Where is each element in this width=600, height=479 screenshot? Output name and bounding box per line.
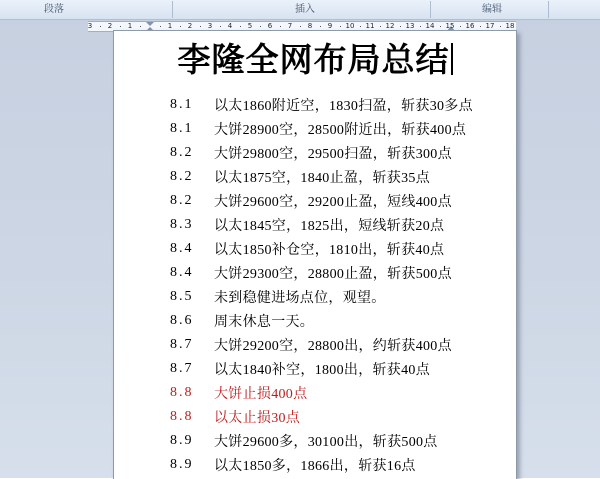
ruler-tick [340,26,341,27]
ruler-number: 3 [87,22,93,30]
ruler-tick [480,26,481,27]
ruler-number: 17 [485,22,495,30]
ribbon-group-paragraph[interactable]: 段落 [44,4,64,15]
entry-text: 大饼29200空，28800出，约斩获400点 [214,339,452,354]
entry-row[interactable] [114,93,516,117]
ruler-number: 6 [267,22,273,30]
entry-text: 周末休息一天。 [214,315,315,330]
ruler-tick [440,26,441,27]
entry-date: 8.7 [170,361,194,376]
entry-date: 8.1 [170,97,194,112]
toolbar-separator [548,1,549,18]
ruler-tick [200,26,201,27]
ruler-number: 16 [465,22,475,30]
ruler-number: 7 [287,22,293,30]
ruler-tick [280,26,281,27]
ruler-number: 3 [207,22,213,30]
entry-text: 以太1840补空，1800出，斩获40点 [214,363,430,378]
document-title-text: 李隆全网布局总结 [177,43,450,79]
ruler-tick [240,26,241,27]
entry-text: 大饼29600空，29200止盈，短线400点 [214,195,452,210]
entry-row[interactable] [114,381,516,405]
entry-date: 8.9 [170,433,194,448]
entry-date: 8.4 [170,265,194,280]
ruler-tick [420,26,421,27]
entry-date: 8.9 [170,457,194,472]
entry-text: 大饼29800空，29500扫盈，斩获300点 [214,147,452,162]
entries [114,93,516,477]
toolbar-separator [430,1,431,18]
entry-text: 以太1875空，1840止盈，斩获35点 [214,171,430,186]
document-title[interactable] [114,41,516,81]
entry-date: 8.1 [170,121,194,136]
entry-date: 8.8 [170,409,194,424]
entry-row[interactable] [114,141,516,165]
entry-row[interactable] [114,309,516,333]
ruler-number: 2 [187,22,193,30]
entry-row[interactable] [114,117,516,141]
entry-text: 以太1850补仓空，1810出，斩获40点 [214,243,445,258]
ruler-tick [300,26,301,27]
ruler-number: 13 [405,22,415,30]
entry-row[interactable] [114,429,516,453]
entry-text: 以太1850多，1866出，斩获16点 [214,459,416,474]
entry-row[interactable] [114,453,516,477]
ruler-number: 12 [385,22,395,30]
ruler-number: 5 [247,22,253,30]
ruler-number: 18 [505,22,515,30]
entry-text: 以太1845空，1825出，短线斩获20点 [214,219,445,234]
entry-text: 大饼28900空，28500附近出，斩获400点 [214,123,467,138]
entry-date: 8.6 [170,313,194,328]
ruler-tick [100,26,101,27]
entry-text: 大饼29600多，30100出，斩获500点 [214,435,438,450]
ruler-number: 1 [167,22,173,30]
entry-row[interactable] [114,165,516,189]
ruler-tick [220,26,221,27]
entry-date: 8.5 [170,289,194,304]
ruler-number: 1 [127,22,133,30]
entry-date: 8.4 [170,241,194,256]
entry-row[interactable] [114,333,516,357]
ruler-tick [260,26,261,27]
entry-row[interactable] [114,261,516,285]
ruler-number: 9 [327,22,333,30]
ruler-tick [320,26,321,27]
entry-row[interactable] [114,213,516,237]
entry-date: 8.8 [170,385,194,400]
ruler-tick [120,26,121,27]
ruler-number: 10 [345,22,355,30]
entry-date: 8.2 [170,193,194,208]
entry-text: 大饼29300空，28800止盈，斩获500点 [214,267,452,282]
entry-date: 8.2 [170,145,194,160]
ruler-number: 4 [227,22,233,30]
ruler-tick [160,26,161,27]
ribbon-group-edit[interactable]: 编辑 [482,4,502,15]
document-page[interactable] [113,30,517,479]
ruler-number: 14 [425,22,435,30]
entry-row[interactable] [114,189,516,213]
ruler-tick [140,26,141,27]
ruler-tick [180,26,181,27]
toolbar-separator [172,1,173,18]
entry-date: 8.7 [170,337,194,352]
ruler-number: 11 [365,22,375,30]
entry-date: 8.3 [170,217,194,232]
ribbon-toolbar [0,0,600,20]
entry-text: 以太止损30点 [214,411,301,426]
ruler-number: 15 [445,22,455,30]
ruler-tick [460,26,461,27]
entry-text: 未到稳健进场点位，观望。 [214,291,386,306]
entry-date: 8.2 [170,169,194,184]
ribbon-group-insert[interactable]: 插入 [295,4,315,15]
entry-row[interactable] [114,237,516,261]
ruler-number: 8 [307,22,313,30]
entry-text: 大饼止损400点 [214,387,308,402]
ruler-tick [360,26,361,27]
ruler-tick [380,26,381,27]
entry-text: 以太1860附近空，1830扫盈，斩获30多点 [214,99,473,114]
entry-row[interactable] [114,405,516,429]
entry-row[interactable] [114,285,516,309]
ruler-number: 2 [107,22,113,30]
first-line-indent-icon[interactable] [146,22,154,26]
text-cursor [451,43,453,75]
entry-row[interactable] [114,357,516,381]
ruler-tick [500,26,501,27]
ruler-tick [400,26,401,27]
